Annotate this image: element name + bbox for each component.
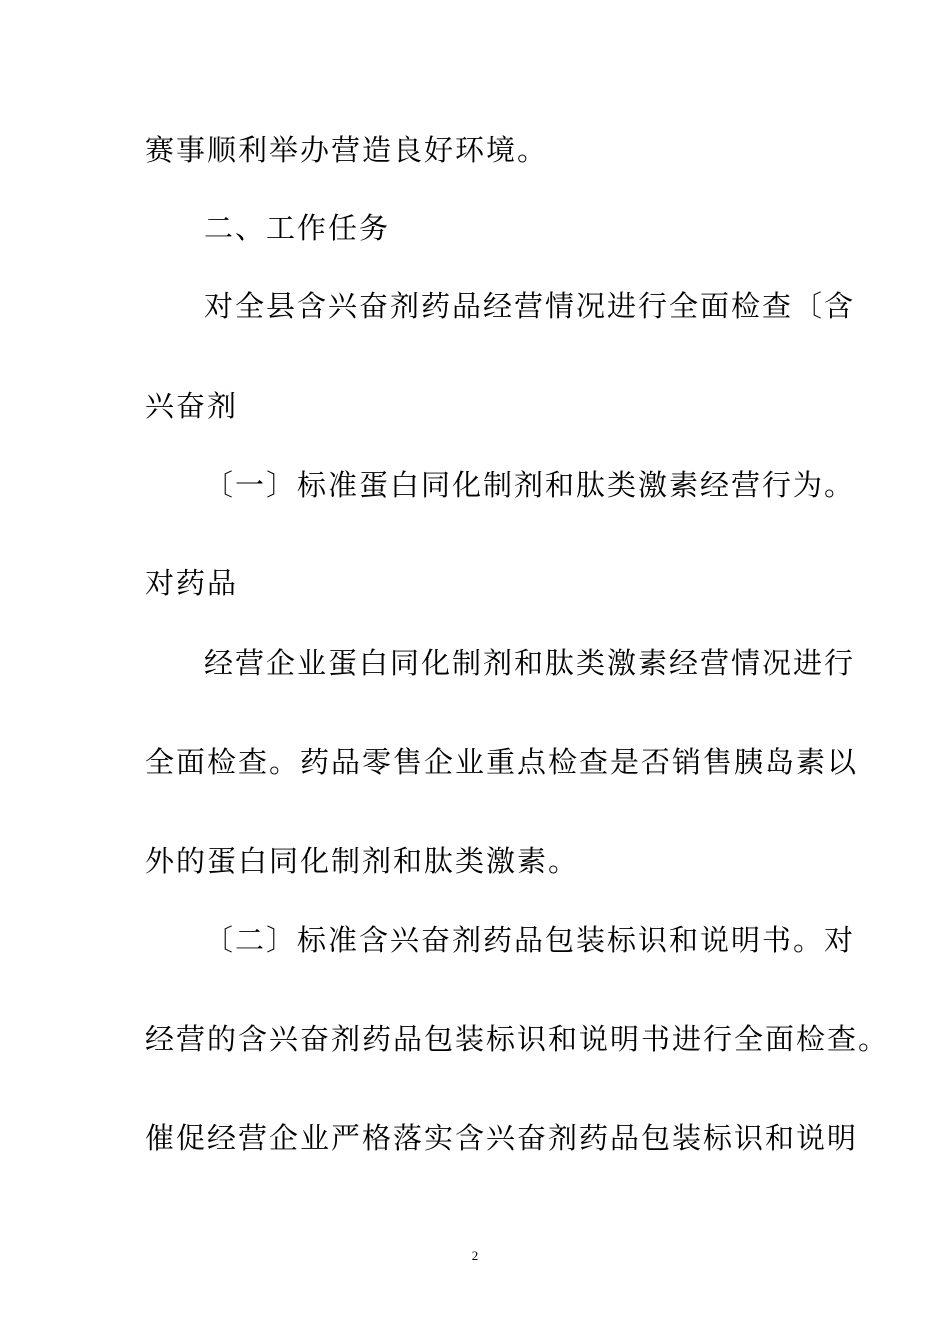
subsection-heading-2: 〔二〕标准含兴奋剂药品包装标识和说明书。对: [204, 923, 856, 957]
paragraph-line-1: 赛事顺利举办营造良好环境。: [145, 133, 549, 167]
paragraph-line-4: 兴奋剂: [145, 389, 239, 423]
paragraph-line-6: 对药品: [145, 566, 239, 600]
page-number: 2: [471, 1248, 479, 1263]
paragraph-line-11: 经营的含兴奋剂药品包装标识和说明书进行全面检查。: [145, 1022, 890, 1056]
paragraph-line-9: 外的蛋白同化制剂和肽类激素。: [145, 844, 580, 878]
subsection-heading-1: 〔一〕标准蛋白同化制剂和肽类激素经营行为。: [204, 468, 856, 502]
paragraph-line-12: 催促经营企业严格落实含兴奋剂药品包装标识和说明: [145, 1121, 859, 1155]
paragraph-line-7: 经营企业蛋白同化制剂和肽类激素经营情况进行: [204, 646, 856, 680]
paragraph-line-3: 对全县含兴奋剂药品经营情况进行全面检查〔含: [204, 289, 856, 323]
paragraph-line-8: 全面检查。药品零售企业重点检查是否销售胰岛素以: [145, 745, 859, 779]
section-heading-work-tasks: 二、工作任务: [204, 211, 391, 245]
